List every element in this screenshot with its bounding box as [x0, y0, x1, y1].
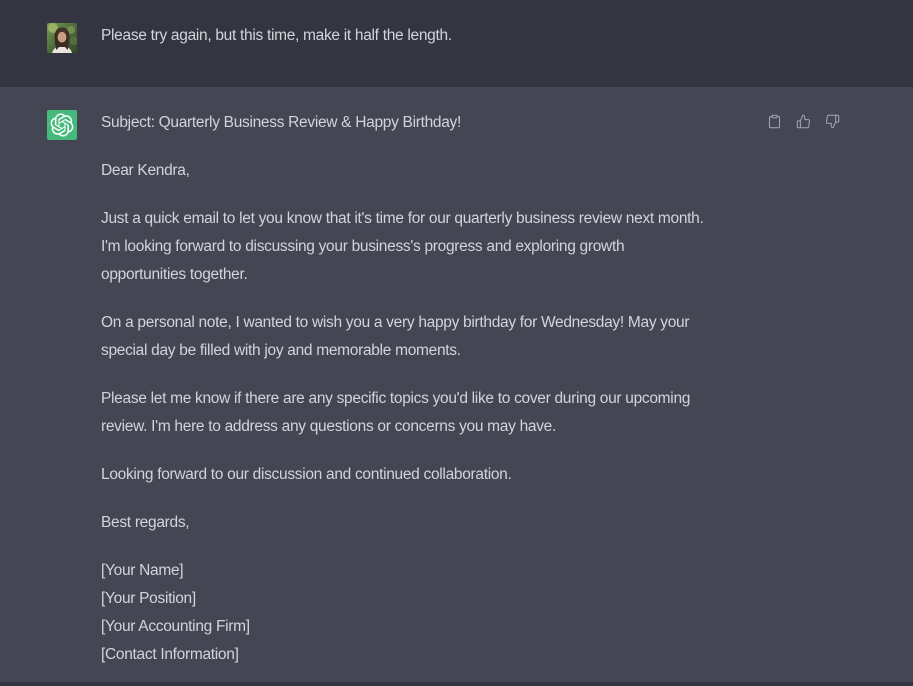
thumbs-down-button[interactable]	[824, 113, 840, 129]
message-line: On a personal note, I wanted to wish you a very happy birthday for Wednesday! May your	[101, 314, 690, 331]
thumbs-down-icon	[825, 114, 840, 129]
message-line: [Your Position]	[101, 590, 196, 607]
message-paragraph	[101, 157, 756, 185]
message-line: Best regards,	[101, 514, 190, 531]
chatgpt-avatar	[47, 110, 77, 140]
message-paragraph	[101, 109, 756, 137]
next-message-edge	[0, 682, 913, 686]
message-line: [Contact Information]	[101, 646, 239, 663]
openai-logo-icon	[47, 110, 77, 140]
message-line: review. I'm here to address any questions or concerns you may have.	[101, 418, 556, 435]
clipboard-icon	[767, 114, 782, 129]
user-message	[0, 0, 913, 86]
message-line: special day be filled with joy and memorable moments.	[101, 342, 461, 359]
message-line: Just a quick email to let you know that it's time for our quarterly business review next month.	[101, 210, 704, 227]
message-paragraph	[101, 461, 756, 489]
copy-button[interactable]	[766, 113, 782, 129]
message-line: Looking forward to our discussion and continued collaboration.	[101, 466, 512, 483]
message-line: opportunities together.	[101, 266, 248, 283]
message-actions	[766, 113, 840, 129]
assistant-message	[0, 86, 913, 682]
message-paragraph	[101, 309, 756, 365]
message-paragraph	[101, 509, 756, 537]
message-line: Subject: Quarterly Business Review & Happy Birthday!	[101, 114, 462, 131]
message-paragraph	[101, 385, 756, 441]
user-avatar	[47, 23, 77, 53]
message-line: Dear Kendra,	[101, 162, 190, 179]
message-line: [Your Name]	[101, 562, 184, 579]
user-message-text	[101, 22, 756, 50]
thumbs-up-icon	[796, 114, 811, 129]
assistant-message-text	[101, 109, 756, 669]
message-paragraph	[101, 205, 756, 289]
thumbs-up-button[interactable]	[795, 113, 811, 129]
user-photo	[47, 23, 77, 53]
message-line: [Your Accounting Firm]	[101, 618, 250, 635]
message-line: Please let me know if there are any specific topics you'd like to cover during our upcoming	[101, 390, 691, 407]
message-paragraph	[101, 557, 756, 669]
message-line: I'm looking forward to discussing your business's progress and exploring growth	[101, 238, 625, 255]
message-line: Please try again, but this time, make it half the length.	[101, 27, 452, 44]
